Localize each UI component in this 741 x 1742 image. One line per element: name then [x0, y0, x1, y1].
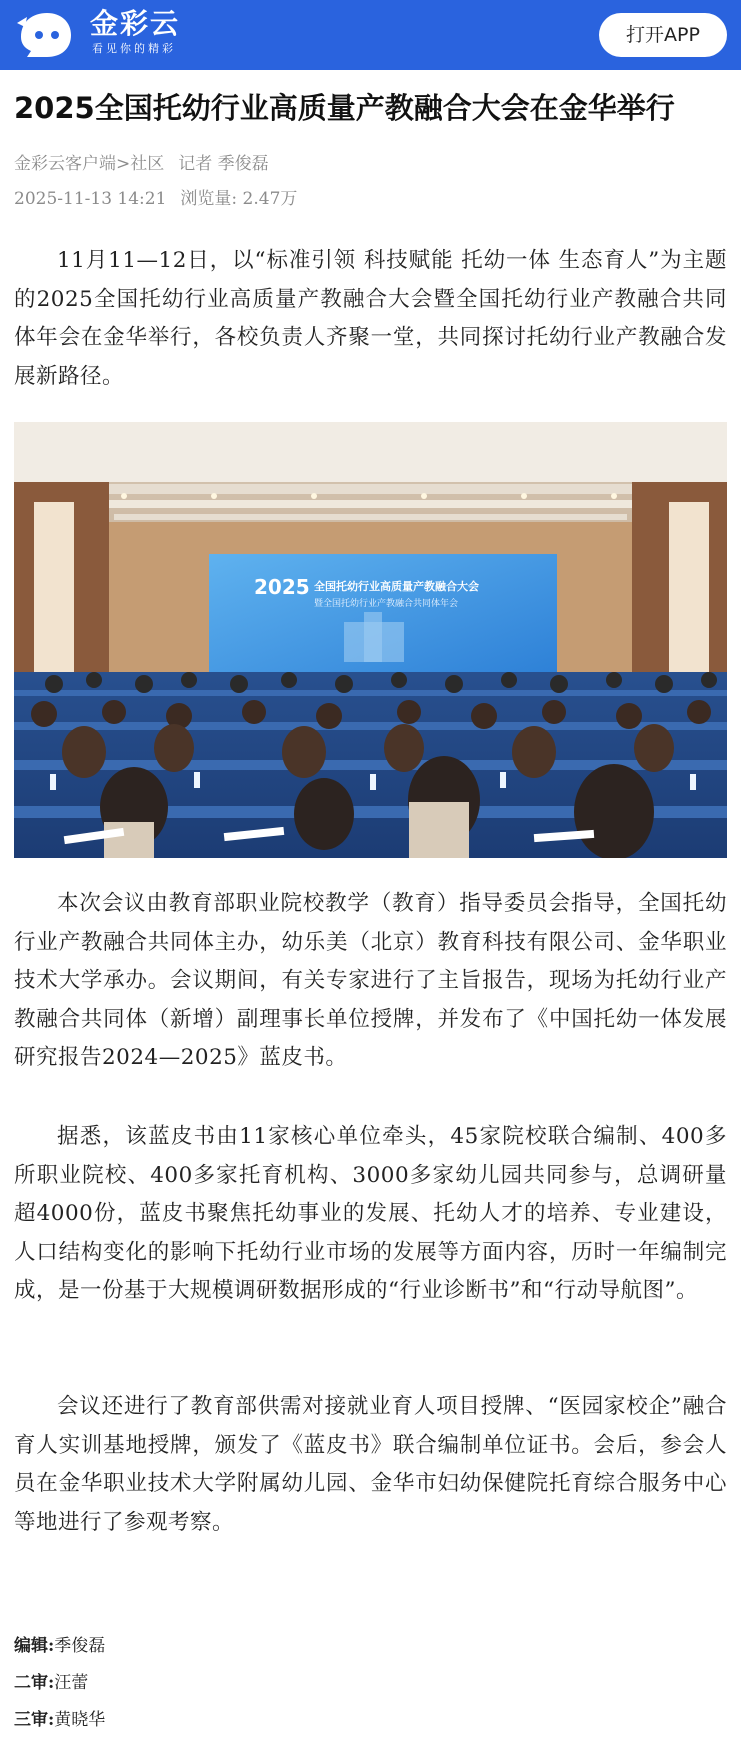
article-meta: [14, 186, 729, 212]
credit-name: 季俊磊: [54, 1636, 106, 1656]
article-paragraph: 据悉，该蓝皮书由11家核心单位牵头，45家院校联合编制、400多所职业院校、400多家托育机构、3000多家幼儿园共同参与，总调研量超4000份，蓝皮书聚焦托幼事业的发展、托幼人才的培养、专业建设，人口结构变化的影响下托幼行业市场的发展等方面内容，历时一年编制完成，是一份基于大规模调研数据形成的“行业诊断书”和“行动导航图”。: [14, 1124, 727, 1304]
conference-photo: [14, 422, 727, 858]
screen-logo-text: 2025: [254, 575, 310, 599]
article-byline: [14, 151, 729, 177]
view-count: 浏览量: 2.47万: [180, 189, 298, 209]
article-source-link[interactable]: 金彩云客户端>社区: [14, 154, 165, 174]
brand-name: 金彩云: [90, 7, 181, 40]
open-app-button[interactable]: 打开APP: [599, 13, 727, 57]
article-title: 2025全国托幼行业高质量产教融合大会在金华举行: [14, 91, 675, 125]
credit-editor: [14, 1628, 414, 1665]
brand-logo-icon: [13, 7, 77, 63]
screen-title-line2: 暨全国托幼行业产教融合共同体年会: [314, 599, 459, 609]
article-reporter: 记者 季俊磊: [178, 154, 269, 174]
article-paragraph: 会议还进行了教育部供需对接就业育人项目授牌、“医园家校企”融合育人实训基地授牌，颁发了《蓝皮书》联合编制单位证书。会后，参会人员在金华职业技术大学附属幼儿园、金华市妇幼保健院托育综合服务中心等地进行了参观考察。: [14, 1394, 727, 1535]
article-credits: [14, 1628, 414, 1739]
article-paragraph: 11月11—12日，以“标准引领 科技赋能 托幼一体 生态育人”为主题的2025全国托幼行业高质量产教融合大会暨全国托幼行业产教融合共同体年会在金华举行，各校负责人齐聚一堂，共同探讨托幼行业产教融合发展新路径。: [14, 248, 727, 389]
credit-label: 二审:: [14, 1673, 55, 1693]
publish-datetime: 2025-11-13 14:21: [14, 189, 167, 209]
credit-third-review: [14, 1702, 414, 1739]
app-header: [0, 0, 741, 70]
credit-name: 黄晓华: [54, 1710, 106, 1730]
credit-name: 汪蕾: [54, 1673, 89, 1693]
screen-title-line1: 全国托幼行业高质量产教融合大会: [314, 580, 479, 593]
article-paragraph: 本次会议由教育部职业院校教学（教育）指导委员会指导，全国托幼行业产教融合共同体主办，幼乐美（北京）教育科技有限公司、金华职业技术大学承办。会议期间，有关专家进行了主旨报告，现场为托幼行业产教融合共同体（新增）副理事长单位授牌，并发布了《中国托幼一体发展研究报告2024—2025》蓝皮书。: [14, 891, 727, 1071]
brand-slogan: 看见你的精彩: [92, 42, 176, 55]
credit-label: 三审:: [14, 1710, 55, 1730]
credit-second-review: [14, 1665, 414, 1702]
credit-label: 编辑:: [14, 1636, 55, 1656]
